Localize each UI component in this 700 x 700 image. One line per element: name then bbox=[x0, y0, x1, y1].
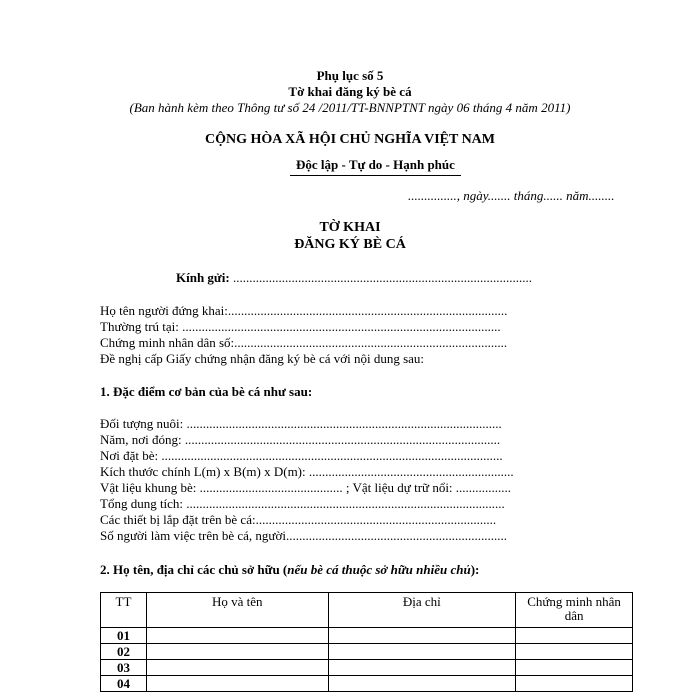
section-2-heading-end: ): bbox=[470, 562, 480, 577]
owner-name-cell[interactable] bbox=[146, 644, 328, 660]
column-header-tt: TT bbox=[101, 593, 147, 628]
section-2-heading bbox=[100, 562, 479, 578]
field-build-year-place: Năm, nơi đóng: ................................................................................................. bbox=[100, 432, 501, 447]
owners-table bbox=[100, 592, 633, 692]
issued-note: (Ban hành kèm theo Thông tư số 24 /2011/TT-BNNPTNT ngày 06 tháng 4 năm 2011) bbox=[129, 100, 571, 115]
field-workers: Số người làm việc trên bè cá, người.................................................................... bbox=[100, 528, 507, 543]
appendix-number: Phụ lục số 5 bbox=[316, 68, 384, 83]
section-2-heading-main: 2. Họ tên, địa chỉ các chủ sở hữu ( bbox=[100, 562, 288, 577]
field-equipment: Các thiết bị lắp đặt trên bè cá:.......................................................................... bbox=[100, 512, 497, 527]
owner-name-cell[interactable] bbox=[146, 628, 328, 644]
addressee-dots: ............................................................................................ bbox=[229, 270, 532, 285]
owner-name-cell[interactable] bbox=[146, 676, 328, 692]
row-number: 02 bbox=[101, 644, 147, 660]
column-header-id-card: Chứng minh nhân dân bbox=[516, 593, 633, 628]
request-line: Đề nghị cấp Giấy chứng nhận đăng ký bè cá với nội dung sau: bbox=[100, 351, 425, 366]
field-total-capacity: Tổng dung tích: .................................................................................................. bbox=[100, 496, 505, 511]
document-title: TỜ KHAI bbox=[319, 220, 381, 235]
column-header-address: Địa chỉ bbox=[328, 593, 516, 628]
field-dimensions: Kích thước chính L(m) x B(m) x D(m): ............................................................... bbox=[100, 464, 514, 479]
table-row bbox=[101, 676, 633, 692]
section-2-heading-note: nếu bè cá thuộc sở hữu nhiều chủ bbox=[287, 562, 471, 577]
addressee-line bbox=[176, 270, 532, 286]
owner-id-cell[interactable] bbox=[516, 644, 633, 660]
field-farmed-species: Đối tượng nuôi: ................................................................................................. bbox=[100, 416, 502, 431]
row-number: 03 bbox=[101, 660, 147, 676]
table-row bbox=[101, 660, 633, 676]
field-materials: Vật liệu khung bè: ............................................ ; Vật liệu dự trữ nổi: ................. bbox=[100, 480, 512, 495]
date-line: ..............., ngày....... tháng...... năm........ bbox=[408, 188, 615, 203]
owner-id-cell[interactable] bbox=[516, 660, 633, 676]
owner-id-cell[interactable] bbox=[516, 676, 633, 692]
row-number: 04 bbox=[101, 676, 147, 692]
country-name: CỘNG HÒA XÃ HỘI CHỦ NGHĨA VIỆT NAM bbox=[204, 132, 495, 147]
id-card-line: Chứng minh nhân dân số:.................................................................................... bbox=[100, 335, 508, 350]
owner-id-cell[interactable] bbox=[516, 628, 633, 644]
table-row bbox=[101, 644, 633, 660]
applicant-name-line: Họ tên người đứng khai:...................................................................................... bbox=[100, 303, 508, 318]
national-motto: Độc lập - Tự do - Hạnh phúc bbox=[290, 157, 461, 176]
section-1-heading: 1. Đặc điểm cơ bản của bè cá như sau: bbox=[100, 384, 313, 399]
residence-line: Thường trú tại: .................................................................................................. bbox=[100, 319, 501, 334]
owner-name-cell[interactable] bbox=[146, 660, 328, 676]
form-subtitle: Tờ khai đăng ký bè cá bbox=[288, 84, 412, 99]
table-row bbox=[101, 628, 633, 644]
owner-address-cell[interactable] bbox=[328, 676, 516, 692]
addressee-label: Kính gửi: bbox=[176, 270, 230, 285]
owner-address-cell[interactable] bbox=[328, 660, 516, 676]
field-raft-location: Nơi đặt bè: ......................................................................................................... bbox=[100, 448, 503, 463]
column-header-name: Họ và tên bbox=[146, 593, 328, 628]
owner-address-cell[interactable] bbox=[328, 644, 516, 660]
row-number: 01 bbox=[101, 628, 147, 644]
owner-address-cell[interactable] bbox=[328, 628, 516, 644]
table-header-row bbox=[101, 593, 633, 628]
document-subtitle: ĐĂNG KÝ BÈ CÁ bbox=[294, 237, 406, 252]
